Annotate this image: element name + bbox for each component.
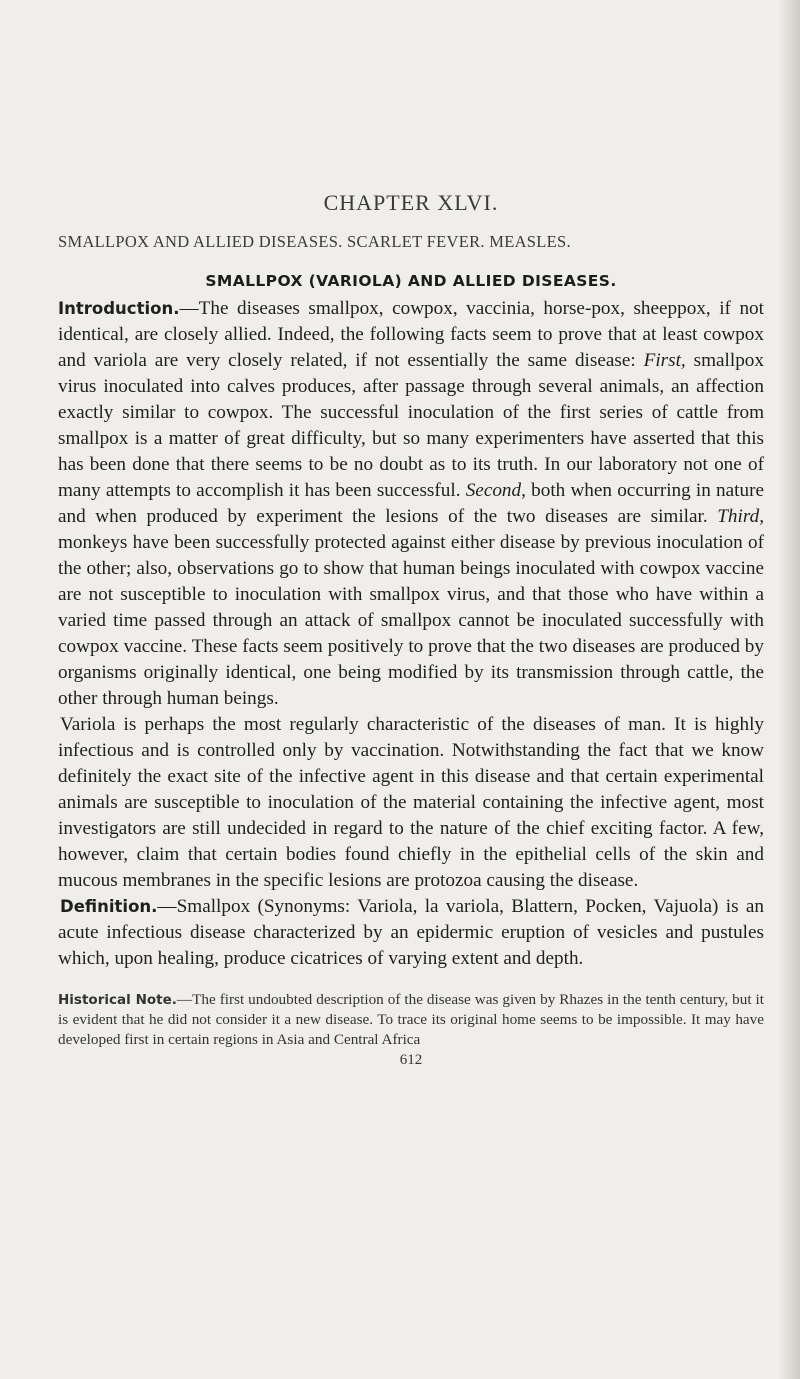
historical-note-text: —The first undoubted description of the disease was given by Rhazes in the tenth century, but it is evident that he did not consider it a new disease. To trace its original home seems to be impossible. It may have developed first in certain regions in Asia and Central Africa bbox=[58, 991, 764, 1048]
introduction-label: Introduction. bbox=[58, 299, 180, 318]
page-edge-shadow bbox=[778, 0, 800, 1379]
introduction-text-4: monkeys have been successfully protected against either disease by previous inoculation of the other; also, observations go to show that human beings inoculated with cowpox vaccine are not susceptible to inoculation with smallpox virus, and that those who have within a varied time passed through an attack of smallpox cannot be inoculated successfully with cowpox vaccine. These facts seem positively to prove that the two diseases are produced by organisms originally identical, one being modified by its transmission through cattle, the other through human beings. bbox=[58, 532, 764, 709]
page-number: 612 bbox=[399, 1052, 423, 1068]
section-heading: SMALLPOX (VARIOLA) AND ALLIED DISEASES. bbox=[205, 272, 617, 290]
introduction-paragraph bbox=[58, 296, 764, 712]
introduction-text-1: —The diseases smallpox, cowpox, vaccinia, horse-pox, sheeppox, if not identical, are closely allied. Indeed, the following facts seem to prove that at least cowpox and variola are very closely related, if not essentially the same disease: bbox=[58, 298, 764, 371]
chapter-subtitle: SMALLPOX AND ALLIED DISEASES. SCARLET FEVER. MEASLES. bbox=[58, 232, 571, 251]
first-label: First, bbox=[643, 350, 686, 371]
third-label: Third, bbox=[717, 506, 764, 527]
historical-note bbox=[58, 990, 764, 1050]
chapter-title: CHAPTER XLVI. bbox=[323, 190, 499, 215]
definition-label: Definition. bbox=[60, 897, 158, 916]
second-label: Second, bbox=[465, 480, 526, 501]
introduction-text-2: smallpox virus inoculated into calves produces, after passage through several animals, an affection exactly similar to cowpox. The successful inoculation of the first series of cattle from smallpox is a matter of great difficulty, but so many experimenters have asserted that this has been done that there seems to be no doubt as to its truth. In our laboratory not one of many attempts to accomplish it has been successful. bbox=[58, 350, 764, 501]
definition-text: —Smallpox (Synonyms: Variola, la variola, Blattern, Pocken, Vajuola) is an acute infectious disease characterized by an epidermic eruption of vesicles and pustules which, upon healing, produce cicatrices of varying extent and depth. bbox=[58, 896, 764, 969]
introduction-text-3: both when occurring in nature and when produced by experiment the lesions of the two diseases are similar. bbox=[58, 480, 764, 527]
variola-paragraph: Variola is perhaps the most regularly characteristic of the diseases of man. It is highly infectious and is controlled only by vaccination. Notwithstanding the fact that we know definitely the exact site of the infective agent in this disease and that certain experimental animals are susceptible to inoculation of the material containing the infective agent, most investigators are still undecided in regard to the nature of the chief exciting factor. A few, however, claim that certain bodies found chiefly in the epithelial cells of the skin and mucous membranes in the specific lesions are protozoa causing the disease. bbox=[58, 714, 764, 891]
historical-note-label: Historical Note. bbox=[58, 992, 177, 1008]
definition-paragraph bbox=[58, 894, 764, 972]
